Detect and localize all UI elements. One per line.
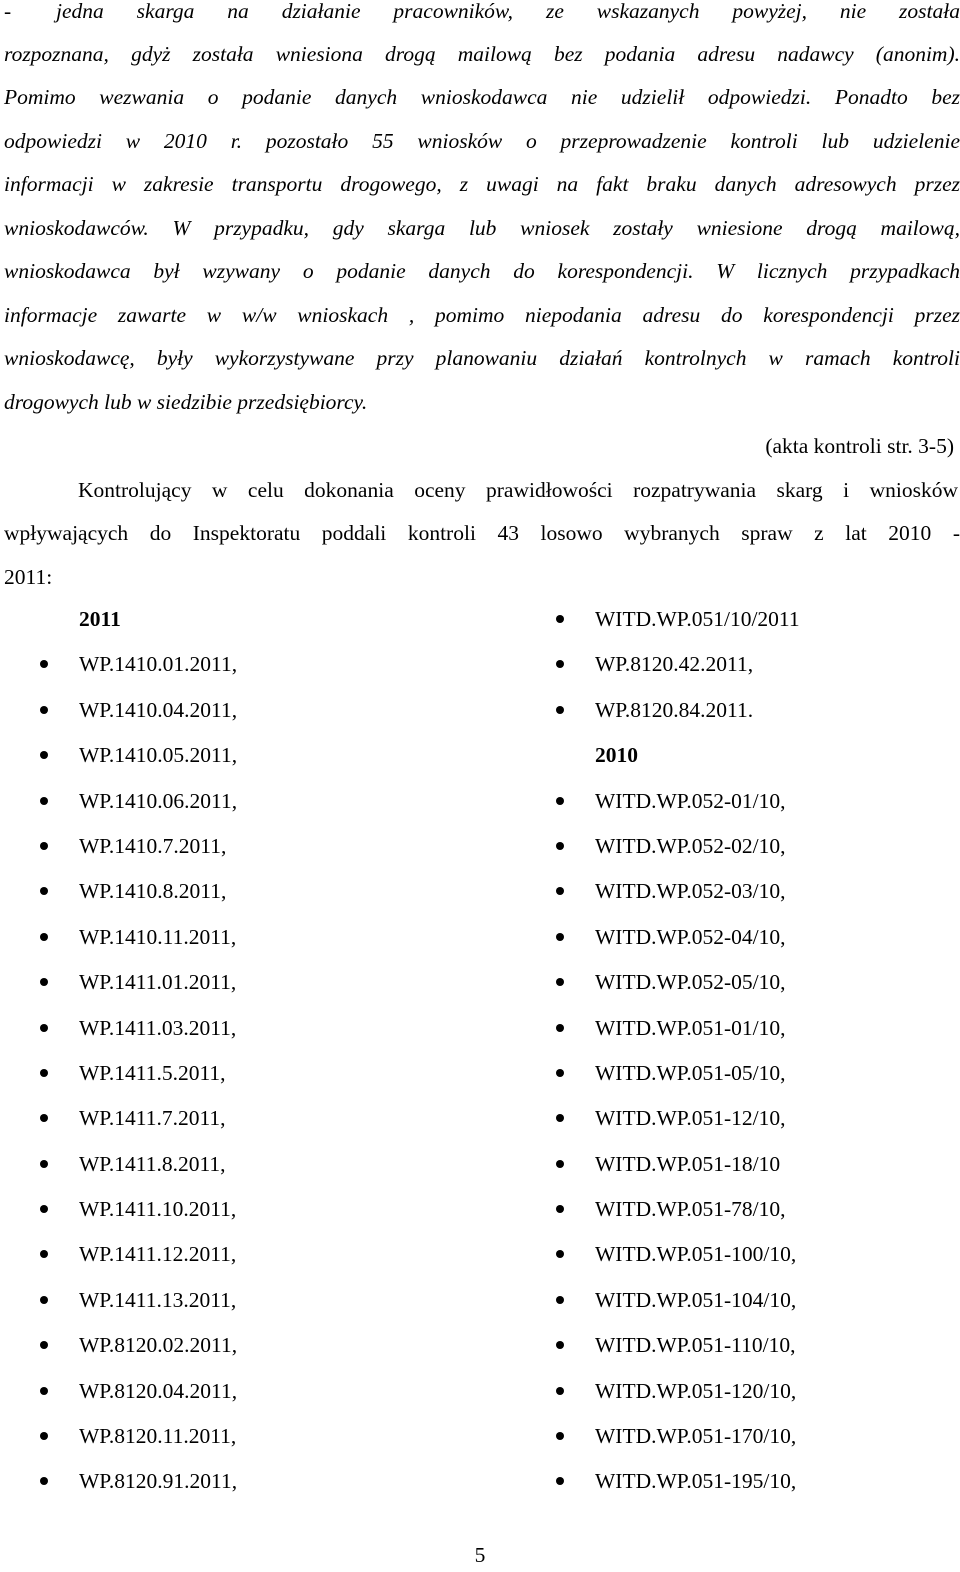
paragraph-line: drogowych lub w siedzibie przedsiębiorcy.	[4, 390, 368, 414]
list-item	[40, 740, 460, 785]
case-number: WP.1410.06.2011,	[79, 788, 238, 813]
case-number: WP.1410.8.2011,	[79, 879, 227, 904]
paragraph-line: Pomimo wezwania o podanie danych wnioskodawca nie udzielił odpowiedzi. Ponadto bez	[4, 85, 960, 109]
list-item	[556, 1239, 956, 1284]
list-item	[40, 1285, 460, 1330]
list-item	[556, 922, 956, 967]
paragraph-line: wpływających do Inspektoratu poddali kontroli 43 losowo wybranych spraw z lat 2010 -	[4, 521, 960, 545]
case-number: WITD.WP.051/10/2011	[595, 607, 800, 631]
bullet-icon	[556, 1069, 564, 1077]
case-number: WITD.WP.052-03/10,	[595, 879, 786, 904]
case-number: WITD.WP.052-04/10,	[595, 924, 786, 949]
bullet-icon	[40, 1069, 48, 1077]
bullet-icon	[556, 1432, 564, 1440]
case-number: WITD.WP.051-110/10,	[595, 1333, 796, 1358]
list-item	[556, 1376, 956, 1421]
paragraph-line: wnioskodawca był wzywany o podanie danych do korespondencji. W licznych przypadkach	[4, 259, 960, 283]
list-item	[556, 649, 956, 694]
case-number: WP.1410.11.2011,	[79, 924, 237, 949]
case-number: WITD.WP.052-01/10,	[595, 788, 786, 813]
bullet-icon	[40, 1250, 48, 1258]
case-number: WP.1410.04.2011,	[79, 697, 238, 722]
bullet-icon	[40, 1432, 48, 1440]
case-number: WP.1411.13.2011,	[79, 1287, 237, 1312]
bullet-icon	[556, 660, 564, 668]
year-heading: 2010	[595, 743, 638, 768]
case-list-right	[556, 604, 956, 1512]
list-item	[556, 1058, 956, 1103]
bullet-icon	[556, 615, 564, 623]
bullet-icon	[556, 1296, 564, 1304]
bullet-icon	[40, 1477, 48, 1485]
list-item	[556, 695, 956, 740]
bullet-icon	[556, 978, 564, 986]
case-number: WP.8120.04.2011,	[79, 1378, 238, 1403]
case-number: WP.1411.12.2011,	[79, 1242, 237, 1267]
bullet-icon	[40, 1114, 48, 1122]
list-item	[40, 1058, 460, 1103]
year-heading: 2011	[79, 607, 121, 631]
list-item	[40, 876, 460, 921]
list-item	[556, 1330, 956, 1375]
list-item	[40, 1421, 460, 1466]
list-item	[40, 1149, 460, 1194]
list-item	[556, 1285, 956, 1330]
list-item	[40, 649, 460, 694]
bullet-icon	[40, 933, 48, 941]
list-dash: -	[4, 0, 12, 23]
paragraph-line: Kontrolujący w celu dokonania oceny prawidłowości rozpatrywania skarg i wniosków	[78, 478, 958, 502]
bullet-icon	[556, 1250, 564, 1258]
bullet-icon	[556, 933, 564, 941]
list-item	[40, 1466, 460, 1511]
bullet-icon	[556, 706, 564, 714]
list-item	[556, 831, 956, 876]
paragraph-line: wnioskodawcę, były wykorzystywane przy planowaniu działań kontrolnych w ramach kontroli	[4, 346, 960, 370]
bullet-icon	[40, 1205, 48, 1213]
case-number: WP.8120.11.2011,	[79, 1424, 237, 1449]
case-number: WITD.WP.051-01/10,	[595, 1015, 786, 1040]
case-number: WITD.WP.051-104/10,	[595, 1287, 797, 1312]
bullet-icon	[556, 842, 564, 850]
list-item	[556, 876, 956, 921]
case-number: WP.1411.03.2011,	[79, 1015, 237, 1040]
list-item	[556, 1149, 956, 1194]
case-number: WP.1411.7.2011,	[79, 1106, 226, 1131]
bullet-icon	[556, 1387, 564, 1395]
paragraph-line: rozpoznana, gdyż została wniesiona drogą mailową bez podania adresu nadawcy (anonim).	[4, 42, 960, 66]
bullet-icon	[40, 706, 48, 714]
bullet-icon	[40, 842, 48, 850]
case-number: WITD.WP.051-18/10	[595, 1151, 781, 1176]
bullet-icon	[40, 1387, 48, 1395]
reference-note: (akta kontroli str. 3-5)	[765, 434, 954, 458]
list-item	[556, 1466, 956, 1511]
list-item	[40, 1330, 460, 1375]
case-number: WP.1410.7.2011,	[79, 833, 227, 858]
page-number: 5	[474, 1543, 486, 1567]
bullet-icon	[556, 1477, 564, 1485]
year-heading-row	[40, 604, 460, 649]
list-item	[556, 1194, 956, 1239]
paragraph-line: 2011:	[4, 565, 53, 589]
case-number: WITD.WP.052-05/10,	[595, 970, 786, 995]
bullet-icon	[556, 1160, 564, 1168]
list-item	[40, 1013, 460, 1058]
paragraph-line: informacji w zakresie transportu drogowego, z uwagi na fakt braku danych adresowych przez	[4, 172, 960, 196]
case-number: WITD.WP.051-78/10,	[595, 1197, 786, 1222]
list-item	[556, 1013, 956, 1058]
bullet-icon	[556, 797, 564, 805]
list-item	[40, 1239, 460, 1284]
list-item	[40, 1103, 460, 1148]
paragraph-line: informacje zawarte w w/w wnioskach , pomimo niepodania adresu do korespondencji przez	[4, 303, 960, 327]
case-number: WP.1411.5.2011,	[79, 1060, 226, 1085]
case-number: WP.1410.01.2011,	[79, 652, 238, 677]
bullet-icon	[40, 751, 48, 759]
case-number: WP.1411.01.2011,	[79, 970, 237, 995]
case-number: WP.1410.05.2011,	[79, 743, 238, 768]
case-number: WITD.WP.051-05/10,	[595, 1060, 786, 1085]
bullet-icon	[40, 1024, 48, 1032]
case-number: WP.8120.91.2011,	[79, 1469, 238, 1494]
bullet-icon	[556, 1114, 564, 1122]
paragraph-line: jedna skarga na działanie pracowników, ze wskazanych powyżej, nie została	[56, 0, 960, 23]
bullet-icon	[40, 978, 48, 986]
list-item	[40, 1194, 460, 1239]
case-number: WP.8120.42.2011,	[595, 652, 754, 677]
list-item	[40, 695, 460, 740]
list-item	[556, 1421, 956, 1466]
bullet-icon	[40, 1296, 48, 1304]
case-number: WITD.WP.051-100/10,	[595, 1242, 797, 1267]
list-item	[40, 786, 460, 831]
paragraph-line: odpowiedzi w 2010 r. pozostało 55 wniosków o przeprowadzenie kontroli lub udzielenie	[4, 129, 960, 153]
list-item	[556, 967, 956, 1012]
bullet-icon	[40, 660, 48, 668]
bullet-icon	[40, 1160, 48, 1168]
case-number: WP.1411.8.2011,	[79, 1151, 226, 1176]
year-heading-row	[556, 740, 956, 785]
case-number: WP.1411.10.2011,	[79, 1197, 237, 1222]
case-number: WITD.WP.051-170/10,	[595, 1424, 797, 1449]
bullet-icon	[556, 887, 564, 895]
list-item	[556, 604, 956, 649]
bullet-icon	[556, 1024, 564, 1032]
bullet-icon	[40, 887, 48, 895]
case-number: WITD.WP.051-12/10,	[595, 1106, 786, 1131]
list-item	[556, 1103, 956, 1148]
paragraph-line: wnioskodawców. W przypadku, gdy skarga lub wniosek zostały wniesione drogą mailową,	[4, 216, 960, 240]
list-item	[40, 967, 460, 1012]
list-item	[556, 786, 956, 831]
case-number: WITD.WP.051-195/10,	[595, 1469, 797, 1494]
bullet-icon	[40, 1341, 48, 1349]
bullet-icon	[40, 797, 48, 805]
case-number: WITD.WP.051-120/10,	[595, 1378, 797, 1403]
list-item	[40, 831, 460, 876]
case-number: WITD.WP.052-02/10,	[595, 833, 786, 858]
bullet-icon	[556, 1205, 564, 1213]
bullet-icon	[556, 1341, 564, 1349]
case-list-left	[40, 604, 460, 1512]
list-item	[40, 1376, 460, 1421]
list-item	[40, 922, 460, 967]
case-number: WP.8120.84.2011.	[595, 697, 754, 722]
case-number: WP.8120.02.2011,	[79, 1333, 238, 1358]
